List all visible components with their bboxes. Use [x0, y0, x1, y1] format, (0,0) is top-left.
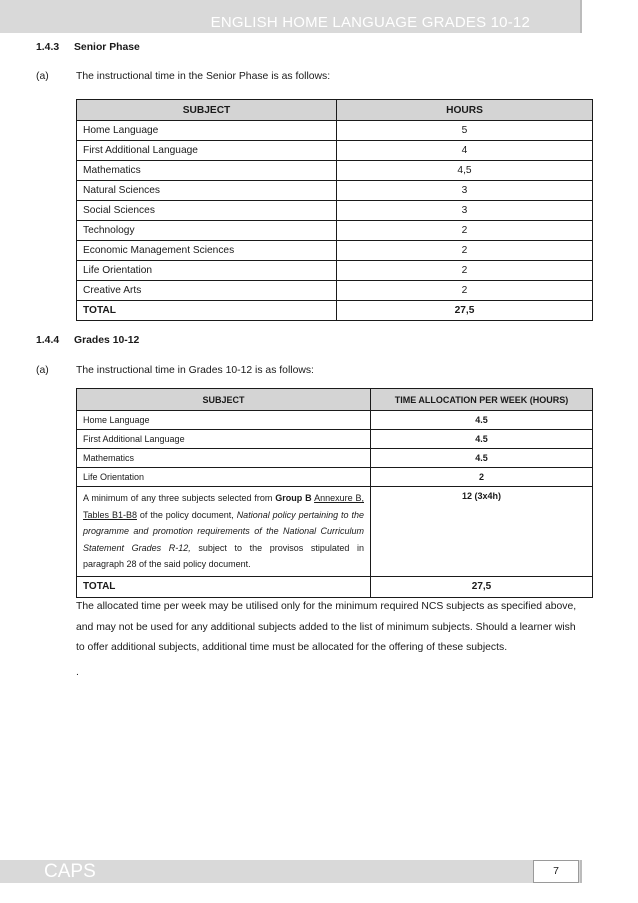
hours-cell: 4.5 [371, 411, 593, 430]
header-edge [580, 0, 582, 33]
table-row [77, 468, 593, 487]
table-row [77, 121, 593, 141]
table-row [77, 261, 593, 281]
table-row [77, 281, 593, 301]
table-row [77, 430, 593, 449]
hours-cell: 3 [337, 181, 593, 201]
subject-cell: Creative Arts [77, 281, 337, 301]
note-line: and may not be used for any additional subjects added to the list of minimum subjects. Should a learner wish [76, 621, 576, 633]
section-heading-senior-phase [36, 42, 140, 53]
subject-cell: Mathematics [77, 161, 337, 181]
stray-dot: . [76, 667, 79, 678]
subject-cell: Mathematics [77, 449, 371, 468]
hours-cell: 12 (3x4h) [371, 487, 593, 577]
subject-cell: Natural Sciences [77, 181, 337, 201]
hours-cell: 2 [337, 241, 593, 261]
subject-cell: Economic Management Sciences [77, 241, 337, 261]
senior-phase-table [76, 99, 593, 321]
section-number: 1.4.4 [36, 335, 60, 346]
table-row-group-b [77, 487, 593, 577]
hours-cell: 2 [337, 221, 593, 241]
header-time-allocation: TIME ALLOCATION PER WEEK (HOURS) [371, 389, 593, 411]
note-line: The allocated time per week may be utilised only for the minimum required NCS subjects as specified above, [76, 601, 577, 612]
allocation-note [76, 597, 598, 659]
item-text: The instructional time in the Senior Phase is as follows: [76, 71, 331, 82]
group-b-label: Group B [275, 493, 312, 503]
table-row [77, 449, 593, 468]
hours-cell: 4 [337, 141, 593, 161]
total-value: 27,5 [337, 301, 593, 321]
grades-10-12-table [76, 388, 593, 598]
hours-cell: 2 [337, 281, 593, 301]
section-title: Grades 10-12 [74, 335, 140, 346]
desc-text: subject to the provisos stipulated in paragraph 28 of the said policy document. [83, 542, 364, 569]
table-total-row [77, 301, 593, 321]
hours-cell: 4,5 [337, 161, 593, 181]
group-b-description [77, 487, 371, 577]
total-label: TOTAL [77, 576, 371, 597]
item-label: (a) [36, 365, 49, 376]
subject-cell: Social Sciences [77, 201, 337, 221]
hours-cell: 4.5 [371, 430, 593, 449]
hours-cell: 2 [337, 261, 593, 281]
footer-brand: CAPS [44, 861, 96, 882]
section-number: 1.4.3 [36, 42, 60, 53]
header-subject: SUBJECT [77, 100, 337, 121]
header-hours: HOURS [337, 100, 593, 121]
section-title: Senior Phase [74, 42, 140, 53]
table-header-row [77, 100, 593, 121]
subject-cell: Life Orientation [77, 468, 371, 487]
hours-cell: 3 [337, 201, 593, 221]
subject-cell: Home Language [77, 121, 337, 141]
header-band [0, 0, 580, 33]
header-subject: SUBJECT [77, 389, 371, 411]
hours-cell: 4.5 [371, 449, 593, 468]
total-value: 27,5 [371, 576, 593, 597]
table-row [77, 221, 593, 241]
document-title: ENGLISH HOME LANGUAGE GRADES 10-12 [210, 14, 530, 31]
hours-cell: 5 [337, 121, 593, 141]
desc-text: A minimum of any three subjects selected from [83, 493, 276, 503]
subject-cell: Life Orientation [77, 261, 337, 281]
table-row [77, 201, 593, 221]
subject-cell: Technology [77, 221, 337, 241]
subject-cell: Home Language [77, 411, 371, 430]
table-row [77, 141, 593, 161]
table-total-row [77, 576, 593, 597]
annexure-link[interactable]: Annexure B, Tables B1-B8 [83, 493, 364, 520]
note-line: to offer additional subjects, additional time must be allocated for the offering of these subjects. [76, 642, 508, 653]
section-heading-grades-10-12 [36, 335, 139, 346]
table-row [77, 411, 593, 430]
subject-cell: First Additional Language [77, 430, 371, 449]
total-label: TOTAL [77, 301, 337, 321]
table-row [77, 241, 593, 261]
page-number: 7 [533, 860, 579, 883]
footer-edge [580, 860, 582, 883]
item-label: (a) [36, 71, 49, 82]
subject-cell: First Additional Language [77, 141, 337, 161]
table-row [77, 161, 593, 181]
table-row [77, 181, 593, 201]
hours-cell: 2 [371, 468, 593, 487]
table-header-row [77, 389, 593, 411]
policy-title: National policy pertaining to the programme and promotion requirements of the National Curriculum Statement Grades R-12, [83, 509, 364, 553]
desc-text: of the policy document, [136, 509, 237, 520]
item-text: The instructional time in Grades 10-12 is as follows: [76, 365, 314, 376]
